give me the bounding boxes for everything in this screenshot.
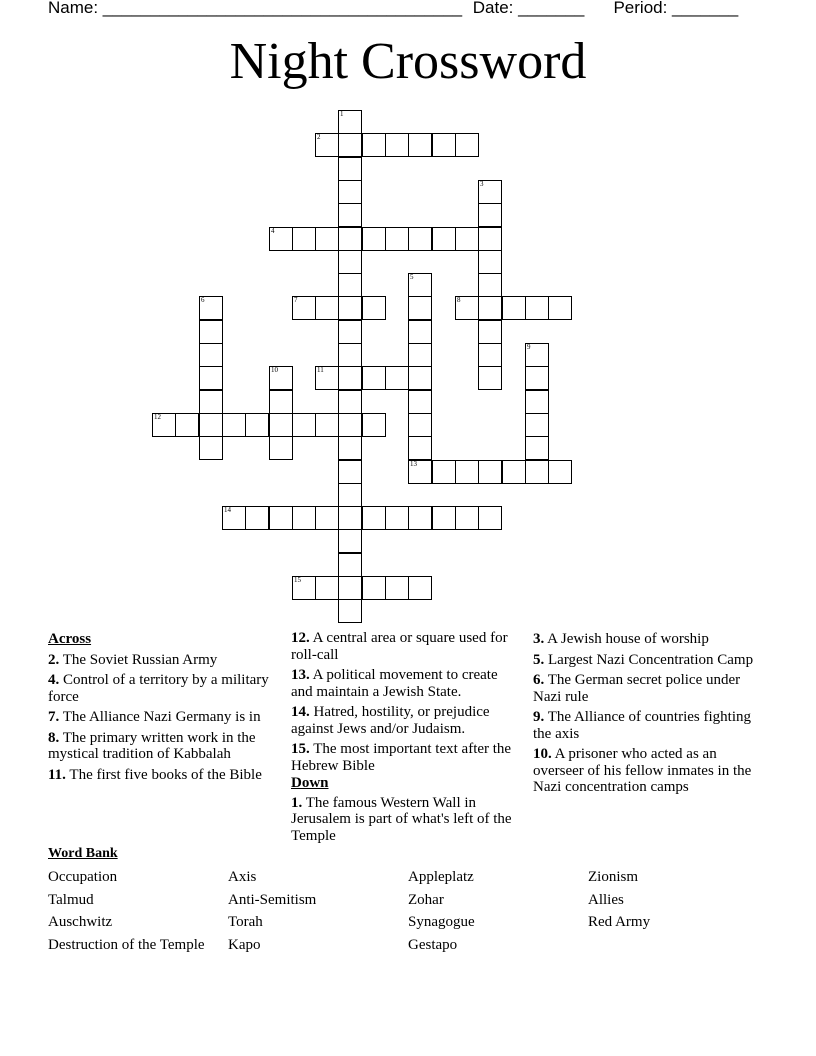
crossword-cell[interactable] — [432, 460, 456, 484]
crossword-cell[interactable] — [338, 180, 362, 204]
crossword-cell[interactable] — [385, 133, 409, 157]
crossword-cell[interactable] — [362, 227, 386, 251]
word-bank-item: Red Army — [588, 914, 651, 930]
clue-text: A central area or square used for roll-call — [291, 630, 508, 663]
clue-number: 1. — [291, 794, 303, 811]
crossword-cell[interactable] — [478, 180, 502, 204]
crossword-cell[interactable] — [478, 203, 502, 227]
crossword-cell[interactable] — [315, 366, 339, 390]
word-bank-item: Anti-Semitism — [228, 892, 317, 908]
word-bank-item: Destruction of the Temple — [48, 937, 205, 953]
crossword-cell[interactable] — [432, 227, 456, 251]
crossword-cell[interactable] — [222, 506, 246, 530]
crossword-cell[interactable] — [292, 506, 316, 530]
crossword-cell[interactable] — [338, 390, 362, 414]
crossword-cell[interactable] — [199, 390, 223, 414]
clues-column-1 — [48, 630, 278, 787]
crossword-cell[interactable] — [338, 203, 362, 227]
crossword-cell[interactable] — [408, 133, 432, 157]
crossword-cell[interactable] — [362, 506, 386, 530]
crossword-cell[interactable] — [478, 366, 502, 390]
across-clue — [291, 741, 523, 774]
crossword-cell[interactable] — [315, 576, 339, 600]
across-clue — [291, 667, 523, 700]
crossword-cell[interactable] — [315, 413, 339, 437]
crossword-cell[interactable] — [269, 413, 293, 437]
crossword-cell[interactable] — [338, 366, 362, 390]
word-bank-item: Synagogue — [408, 914, 475, 930]
crossword-cell[interactable] — [525, 460, 549, 484]
crossword-cell[interactable] — [408, 460, 432, 484]
crossword-cell[interactable] — [292, 296, 316, 320]
crossword-cell[interactable] — [199, 436, 223, 460]
crossword-cell[interactable] — [478, 250, 502, 274]
clue-number: 1 — [340, 110, 344, 118]
crossword-cell[interactable] — [338, 460, 362, 484]
crossword-cell[interactable] — [408, 436, 432, 460]
crossword-cell[interactable] — [338, 529, 362, 553]
word-bank-title: Word Bank — [48, 846, 118, 861]
clue-text: The Alliance Nazi Germany is in — [59, 709, 261, 725]
crossword-cell[interactable] — [525, 343, 549, 367]
crossword-cell[interactable] — [432, 133, 456, 157]
clue-number: 6 — [201, 296, 205, 304]
clue-number: 3. — [533, 631, 545, 647]
across-heading: Across — [48, 631, 92, 647]
crossword-cell[interactable] — [362, 576, 386, 600]
crossword-cell[interactable] — [432, 506, 456, 530]
clue-number: 8 — [457, 296, 461, 304]
crossword-cell[interactable] — [408, 576, 432, 600]
crossword-cell[interactable] — [269, 436, 293, 460]
clue-text: The primary written work in the mystical tradition of Kabbalah — [48, 729, 256, 762]
crossword-cell[interactable] — [455, 296, 479, 320]
clue-number: 7. — [48, 709, 60, 725]
across-clue — [291, 704, 523, 737]
crossword-cell[interactable] — [338, 273, 362, 297]
clue-number: 14. — [291, 704, 310, 720]
crossword-cell[interactable] — [525, 436, 549, 460]
word-bank-item: Occupation — [48, 869, 118, 885]
crossword-cell[interactable] — [478, 296, 502, 320]
crossword-cell[interactable] — [455, 133, 479, 157]
clue-number: 4. — [48, 672, 60, 688]
crossword-cell[interactable] — [525, 413, 549, 437]
clue-text: Control of a territory by a military force — [48, 672, 269, 705]
crossword-cell[interactable] — [385, 506, 409, 530]
crossword-cell[interactable] — [525, 296, 549, 320]
crossword-cell[interactable] — [199, 366, 223, 390]
across-clue — [48, 672, 278, 705]
crossword-cell[interactable] — [385, 366, 409, 390]
across-clue — [48, 767, 278, 784]
crossword-cell[interactable] — [525, 390, 549, 414]
clue-number: 10. — [533, 746, 552, 762]
across-clue — [48, 730, 278, 763]
clue-text: A prisoner who acted as an overseer of his fellow inmates in the Nazi concentration camps — [533, 746, 752, 795]
crossword-cell[interactable] — [362, 133, 386, 157]
clue-text: The first five books of the Bible — [65, 766, 262, 783]
crossword-cell[interactable] — [408, 320, 432, 344]
crossword-cell[interactable] — [152, 413, 176, 437]
crossword-cell[interactable] — [408, 343, 432, 367]
crossword-cell[interactable] — [315, 227, 339, 251]
crossword-cell[interactable] — [478, 273, 502, 297]
crossword-cell[interactable] — [455, 227, 479, 251]
crossword-cell[interactable] — [385, 227, 409, 251]
crossword-cell[interactable] — [548, 460, 572, 484]
clue-number: 13. — [291, 667, 310, 683]
clues-column-3 — [533, 630, 758, 800]
crossword-cell[interactable] — [199, 320, 223, 344]
crossword-cell[interactable] — [175, 413, 199, 437]
word-bank-item: Zohar — [408, 892, 444, 908]
crossword-cell[interactable] — [245, 413, 269, 437]
across-clue — [48, 709, 278, 726]
clue-text: The Soviet Russian Army — [59, 651, 218, 668]
word-bank-item: Torah — [228, 914, 263, 930]
crossword-cell[interactable] — [338, 227, 362, 251]
clue-text: Hatred, hostility, or prejudice against Jews and/or Judaism. — [291, 704, 490, 737]
crossword-cell[interactable] — [408, 366, 432, 390]
crossword-cell[interactable] — [292, 413, 316, 437]
word-bank-item: Kapo — [228, 937, 261, 953]
page-title: Night Crossword — [229, 33, 587, 90]
crossword-cell[interactable] — [455, 460, 479, 484]
down-clue — [291, 795, 523, 845]
down-clue — [533, 652, 758, 669]
crossword-cell[interactable] — [338, 553, 362, 577]
crossword-cell[interactable] — [269, 227, 293, 251]
crossword-cell[interactable] — [338, 413, 362, 437]
word-bank-item: Zionism — [588, 869, 639, 885]
crossword-cell[interactable] — [338, 576, 362, 600]
crossword-cell[interactable] — [338, 157, 362, 181]
crossword-cell[interactable] — [245, 506, 269, 530]
crossword-cell[interactable] — [338, 436, 362, 460]
crossword-cell[interactable] — [478, 506, 502, 530]
word-bank-item: Auschwitz — [48, 914, 113, 930]
crossword-cell[interactable] — [408, 273, 432, 297]
crossword-cell[interactable] — [338, 343, 362, 367]
clue-number: 11. — [48, 766, 66, 783]
crossword-cell[interactable] — [199, 343, 223, 367]
crossword-cell[interactable] — [338, 483, 362, 507]
clue-number: 13 — [410, 460, 417, 468]
name-field[interactable]: Name: ______________________________________ — [48, 0, 463, 17]
crossword-cell[interactable] — [222, 413, 246, 437]
crossword-cell[interactable] — [385, 576, 409, 600]
clue-number: 15. — [291, 741, 310, 757]
crossword-cell[interactable] — [478, 343, 502, 367]
word-bank-item: Allies — [588, 892, 624, 908]
crossword-cell[interactable] — [269, 390, 293, 414]
crossword-cell[interactable] — [362, 366, 386, 390]
word-bank-item: Talmud — [48, 892, 94, 908]
crossword-cell[interactable] — [408, 296, 432, 320]
clue-number: 5 — [410, 273, 414, 281]
crossword-cell[interactable] — [408, 227, 432, 251]
crossword-cell[interactable] — [362, 413, 386, 437]
clue-number: 14 — [224, 506, 231, 514]
crossword-cell[interactable] — [408, 390, 432, 414]
down-clue — [533, 709, 758, 742]
crossword-cell[interactable] — [315, 506, 339, 530]
across-clue — [291, 630, 523, 663]
word-bank-item: Gestapo — [408, 937, 458, 953]
crossword-cell[interactable] — [338, 506, 362, 530]
clue-number: 5. — [533, 651, 545, 668]
word-bank-item: Appleplatz — [408, 869, 474, 885]
crossword-cell[interactable] — [292, 576, 316, 600]
crossword-cell[interactable] — [478, 460, 502, 484]
clue-text: Largest Nazi Concentration Camp — [544, 651, 754, 668]
crossword-cell[interactable] — [408, 506, 432, 530]
clue-number: 2 — [317, 133, 321, 141]
crossword-cell[interactable] — [502, 296, 526, 320]
crossword-cell[interactable] — [362, 296, 386, 320]
crossword-cell[interactable] — [292, 227, 316, 251]
clue-number: 12 — [154, 413, 161, 421]
down-clue — [533, 746, 758, 796]
crossword-cell[interactable] — [315, 296, 339, 320]
down-clue — [533, 631, 758, 648]
period-field[interactable]: Period: _______ — [613, 0, 739, 17]
clue-number: 15 — [294, 576, 301, 584]
clue-text: The German secret police under Nazi rule — [533, 672, 741, 705]
clue-text: The Alliance of countries fighting the axis — [533, 709, 752, 742]
down-clue — [533, 672, 758, 705]
clue-number: 10 — [271, 366, 278, 374]
crossword-cell[interactable] — [525, 366, 549, 390]
clue-number: 4 — [271, 227, 275, 235]
crossword-cell[interactable] — [338, 250, 362, 274]
clue-text: The famous Western Wall in Jerusalem is part of what's left of the Temple — [291, 794, 512, 844]
crossword-cell[interactable] — [199, 413, 223, 437]
crossword-cell[interactable] — [269, 366, 293, 390]
crossword-cell[interactable] — [338, 110, 362, 134]
clue-number: 12. — [291, 630, 310, 646]
crossword-cell[interactable] — [478, 227, 502, 251]
crossword-cell[interactable] — [338, 296, 362, 320]
clue-text: The most important text after the Hebrew Bible — [291, 741, 512, 774]
clues-column-2 — [291, 630, 523, 848]
crossword-cell[interactable] — [315, 133, 339, 157]
clue-number: 9 — [527, 343, 531, 351]
crossword-cell[interactable] — [269, 506, 293, 530]
clue-number: 8. — [48, 729, 60, 746]
crossword-cell[interactable] — [478, 320, 502, 344]
clue-number: 9. — [533, 709, 545, 725]
down-heading: Down — [291, 775, 329, 791]
crossword-cell[interactable] — [408, 413, 432, 437]
crossword-cell[interactable] — [338, 133, 362, 157]
crossword-cell[interactable] — [199, 296, 223, 320]
crossword-cell[interactable] — [338, 320, 362, 344]
clue-number: 6. — [533, 672, 545, 688]
crossword-cell[interactable] — [548, 296, 572, 320]
clue-text: A political movement to create and maintain a Jewish State. — [291, 667, 498, 700]
clue-number: 11 — [317, 366, 324, 374]
clue-number: 3 — [480, 180, 484, 188]
word-bank-item: Axis — [228, 869, 257, 885]
crossword-cell[interactable] — [338, 599, 362, 623]
across-clue — [48, 652, 278, 669]
clue-number: 7 — [294, 296, 298, 304]
clue-text: A Jewish house of worship — [544, 631, 709, 647]
date-field[interactable]: Date: _______ — [472, 0, 585, 17]
crossword-cell[interactable] — [502, 460, 526, 484]
clue-number: 2. — [48, 651, 60, 668]
crossword-cell[interactable] — [455, 506, 479, 530]
